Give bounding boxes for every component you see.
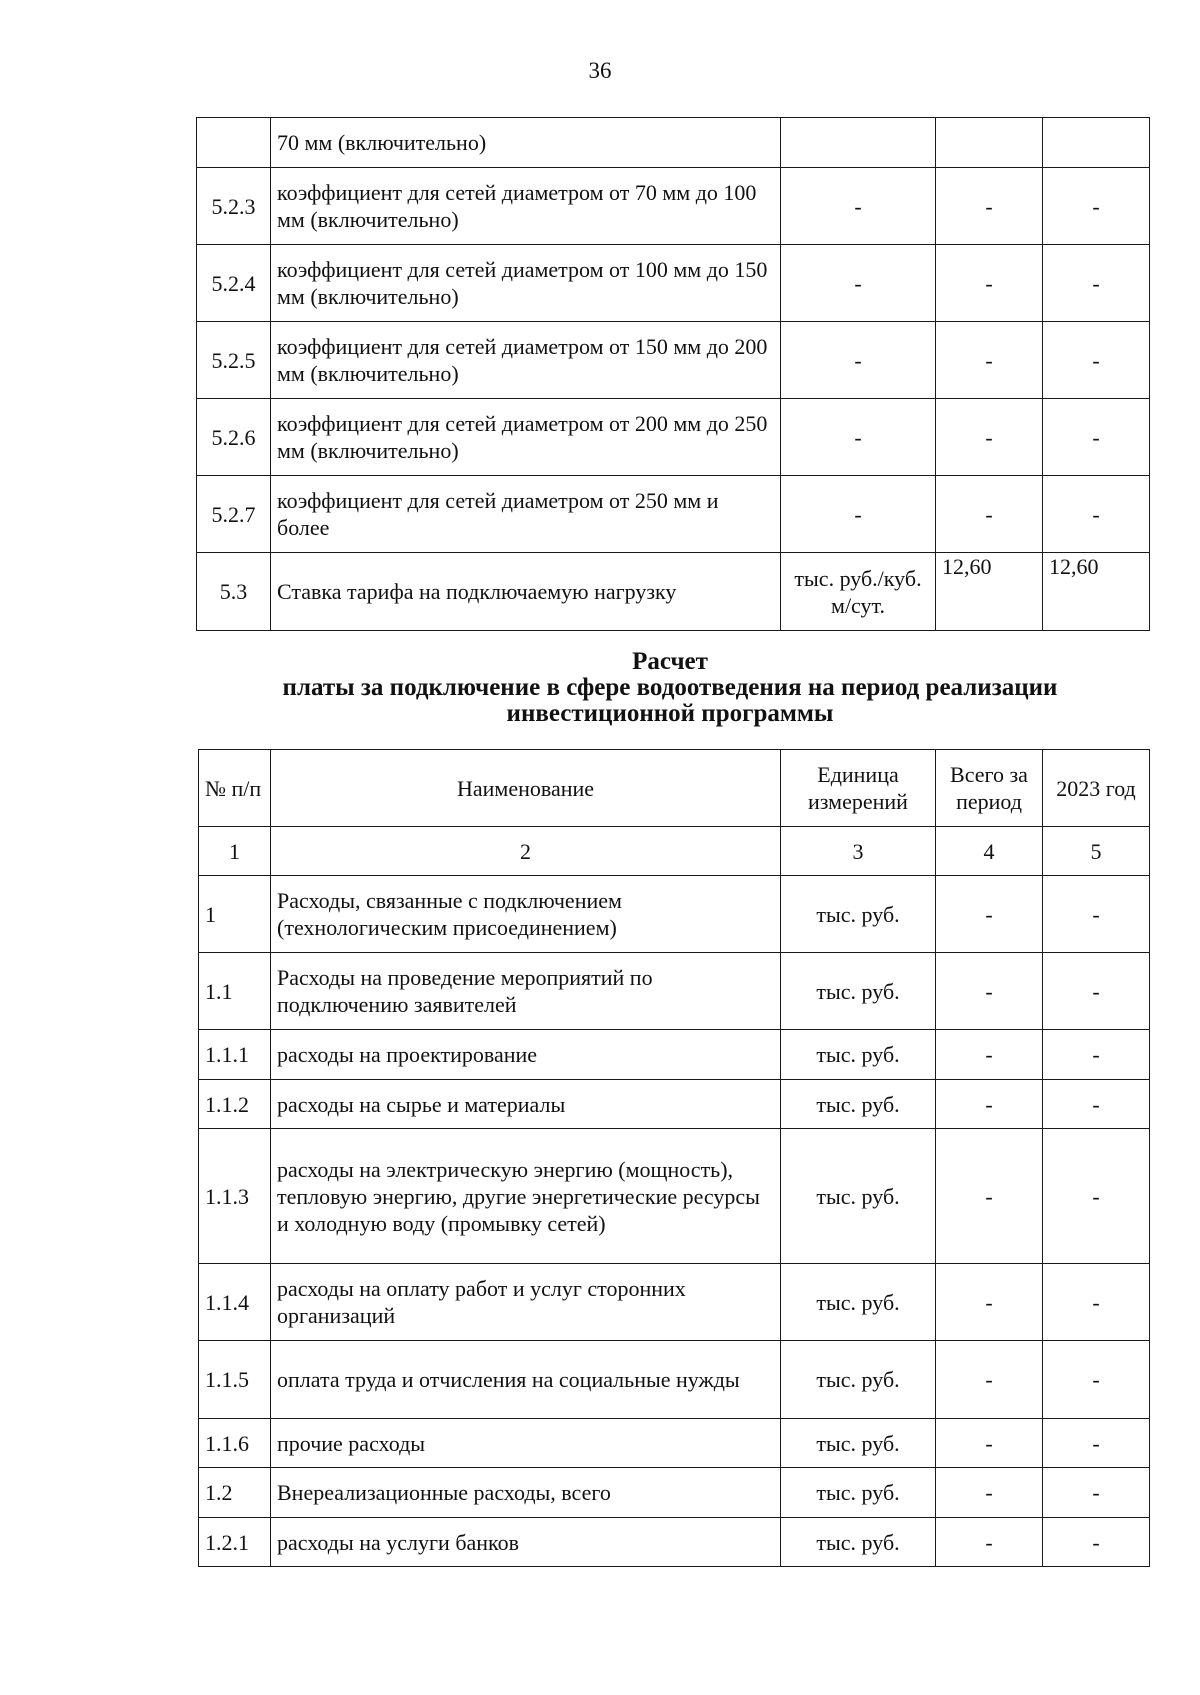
row-name: прочие расходы	[271, 1419, 781, 1468]
row-unit: -	[781, 322, 936, 399]
tariff-table-continued	[196, 117, 1150, 631]
row-number: 1.1.2	[199, 1080, 271, 1129]
row-name: расходы на электрическую энергию (мощность), тепловую энергию, другие энергетические ресурсы и холодную воду (промывку сетей)	[271, 1129, 781, 1264]
table-row	[197, 322, 1150, 399]
table-row	[197, 399, 1150, 476]
row-value-total: -	[936, 1080, 1043, 1129]
row-unit: тыс. руб.	[781, 1264, 936, 1341]
connection-fee-table	[198, 749, 1150, 1567]
row-value-year: -	[1043, 1518, 1150, 1567]
row-value-year: -	[1043, 1080, 1150, 1129]
table-row	[197, 168, 1150, 245]
row-name: 70 мм (включительно)	[271, 118, 781, 168]
row-unit: тыс. руб.	[781, 1129, 936, 1264]
row-value-total: -	[936, 399, 1043, 476]
row-name: Расходы, связанные с подключением (технологическим присоединением)	[271, 876, 781, 953]
column-number: 2	[271, 827, 781, 876]
table-row	[199, 1341, 1150, 1419]
row-name: расходы на проектирование	[271, 1030, 781, 1080]
row-unit: тыс. руб.	[781, 1341, 936, 1419]
row-unit: тыс. руб.	[781, 1468, 936, 1518]
row-number	[197, 118, 271, 168]
row-unit: -	[781, 476, 936, 553]
header-name: Наименование	[271, 750, 781, 827]
row-value-total: -	[936, 1030, 1043, 1080]
table-row	[199, 1419, 1150, 1468]
row-unit: тыс. руб.	[781, 876, 936, 953]
table-header-row	[199, 750, 1150, 827]
row-number: 5.2.6	[197, 399, 271, 476]
row-value-total: -	[936, 168, 1043, 245]
row-value-total: 12,60	[936, 553, 1043, 631]
row-name: коэффициент для сетей диаметром от 250 мм и более	[271, 476, 781, 553]
row-name: оплата труда и отчисления на социальные нужды	[271, 1341, 781, 1419]
row-value-total	[936, 118, 1043, 168]
row-value-year: -	[1043, 1129, 1150, 1264]
table-row	[197, 476, 1150, 553]
row-name: расходы на оплату работ и услуг сторонних организаций	[271, 1264, 781, 1341]
row-value-total: -	[936, 1129, 1043, 1264]
row-number: 5.2.5	[197, 322, 271, 399]
section-title	[180, 649, 1160, 727]
row-unit: -	[781, 399, 936, 476]
row-number: 1.1.1	[199, 1030, 271, 1080]
table-row	[197, 553, 1150, 631]
row-value-year: -	[1043, 1468, 1150, 1518]
row-number: 5.2.3	[197, 168, 271, 245]
row-value-year: 12,60	[1043, 553, 1150, 631]
row-number: 5.2.7	[197, 476, 271, 553]
row-value-year: -	[1043, 245, 1150, 322]
column-number: 3	[781, 827, 936, 876]
row-number: 5.3	[197, 553, 271, 631]
table-row	[199, 876, 1150, 953]
table-row	[197, 118, 1150, 168]
row-value-total: -	[936, 953, 1043, 1030]
column-number: 1	[199, 827, 271, 876]
row-name: коэффициент для сетей диаметром от 200 мм до 250 мм (включительно)	[271, 399, 781, 476]
row-name: Расходы на проведение мероприятий по подключению заявителей	[271, 953, 781, 1030]
row-value-year: -	[1043, 399, 1150, 476]
row-name: Внереализационные расходы, всего	[271, 1468, 781, 1518]
row-name: расходы на услуги банков	[271, 1518, 781, 1567]
row-value-total: -	[936, 322, 1043, 399]
column-number-row	[199, 827, 1150, 876]
title-line-3: инвестиционной программы	[506, 700, 834, 727]
row-value-year: -	[1043, 1030, 1150, 1080]
row-value-year: -	[1043, 876, 1150, 953]
row-unit: тыс. руб.	[781, 1080, 936, 1129]
row-value-total: -	[936, 876, 1043, 953]
row-number: 1.2.1	[199, 1518, 271, 1567]
row-value-total: -	[936, 1518, 1043, 1567]
row-unit: -	[781, 168, 936, 245]
row-name: коэффициент для сетей диаметром от 150 мм до 200 мм (включительно)	[271, 322, 781, 399]
row-unit: тыс. руб./куб. м/сут.	[781, 553, 936, 631]
table-row	[197, 245, 1150, 322]
row-number: 1.1.3	[199, 1129, 271, 1264]
row-value-total: -	[936, 1341, 1043, 1419]
row-number: 1.2	[199, 1468, 271, 1518]
page-number: 36	[588, 58, 612, 83]
row-value-year: -	[1043, 168, 1150, 245]
column-number: 5	[1043, 827, 1150, 876]
column-number: 4	[936, 827, 1043, 876]
header-unit: Единица измерений	[781, 750, 936, 827]
table-row	[199, 953, 1150, 1030]
table-row	[199, 1518, 1150, 1567]
row-name: коэффициент для сетей диаметром от 70 мм до 100 мм (включительно)	[271, 168, 781, 245]
row-name: коэффициент для сетей диаметром от 100 мм до 150 мм (включительно)	[271, 245, 781, 322]
row-unit: тыс. руб.	[781, 1518, 936, 1567]
row-value-year: -	[1043, 1419, 1150, 1468]
row-name: Ставка тарифа на подключаемую нагрузку	[271, 553, 781, 631]
header-year: 2023 год	[1043, 750, 1150, 827]
row-value-year: -	[1043, 476, 1150, 553]
row-value-total: -	[936, 1264, 1043, 1341]
row-number: 1.1.4	[199, 1264, 271, 1341]
header-total: Всего за период	[936, 750, 1043, 827]
row-value-total: -	[936, 1468, 1043, 1518]
row-value-year: -	[1043, 1264, 1150, 1341]
table-row	[199, 1080, 1150, 1129]
row-name: расходы на сырье и материалы	[271, 1080, 781, 1129]
title-line-2: платы за подключение в сфере водоотведения на период реализации	[282, 674, 1058, 701]
row-value-year: -	[1043, 1341, 1150, 1419]
table-row	[199, 1468, 1150, 1518]
row-value-year: -	[1043, 953, 1150, 1030]
title-line-1: Расчет	[632, 648, 708, 675]
table-row	[199, 1030, 1150, 1080]
row-value-total: -	[936, 245, 1043, 322]
row-number: 1.1.5	[199, 1341, 271, 1419]
row-value-year: -	[1043, 322, 1150, 399]
table-row	[199, 1129, 1150, 1264]
row-unit	[781, 118, 936, 168]
row-unit: -	[781, 245, 936, 322]
table-row	[199, 1264, 1150, 1341]
row-value-total: -	[936, 1419, 1043, 1468]
row-number: 1	[199, 876, 271, 953]
row-unit: тыс. руб.	[781, 953, 936, 1030]
row-number: 1.1.6	[199, 1419, 271, 1468]
row-unit: тыс. руб.	[781, 1419, 936, 1468]
row-unit: тыс. руб.	[781, 1030, 936, 1080]
row-number: 5.2.4	[197, 245, 271, 322]
row-value-total: -	[936, 476, 1043, 553]
header-number: № п/п	[199, 750, 271, 827]
row-value-year	[1043, 118, 1150, 168]
row-number: 1.1	[199, 953, 271, 1030]
